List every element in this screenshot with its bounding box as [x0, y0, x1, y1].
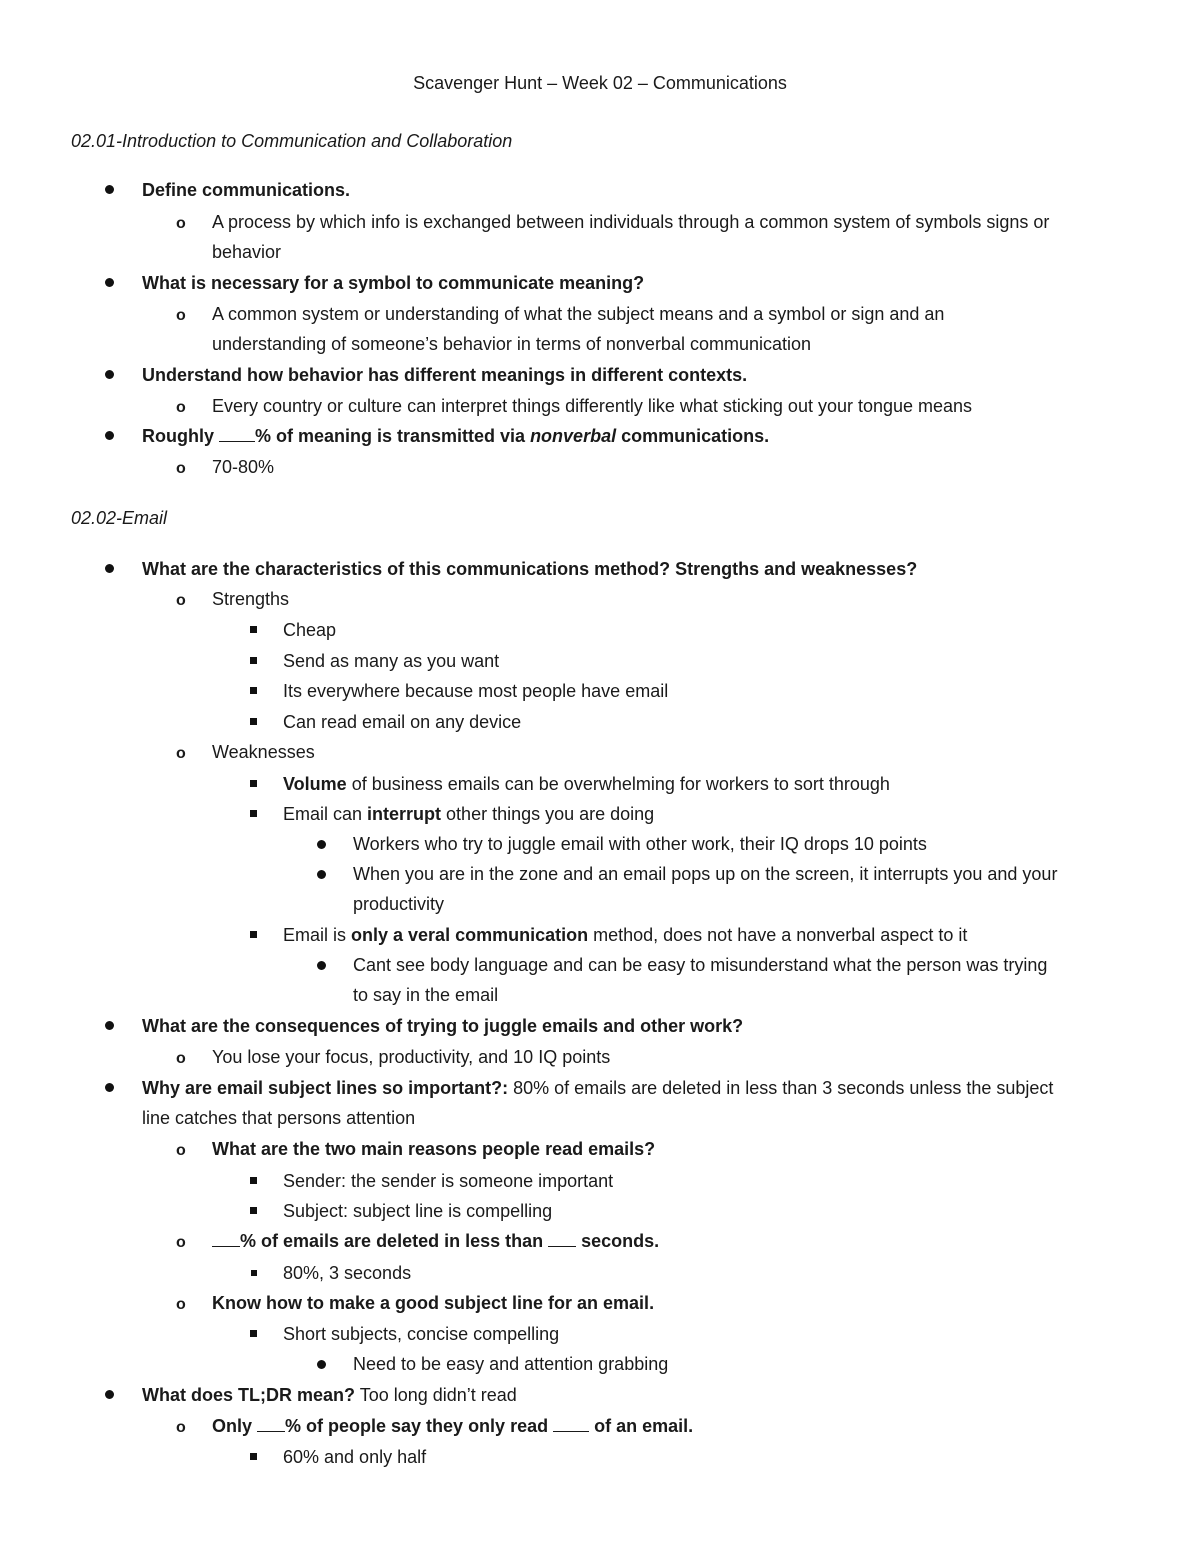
list-item: Short subjects, concise compelling [283, 1324, 560, 1344]
answer-line: understanding of someone’s behavior in terms of nonverbal communication [212, 334, 812, 354]
circle-bullet-icon: o [176, 745, 186, 762]
bullet-icon [105, 1083, 114, 1092]
bullet-icon [105, 1021, 114, 1030]
bullet-icon [105, 185, 114, 194]
bullet-icon [105, 278, 114, 287]
emphasis-text: Volume [283, 774, 347, 794]
question-subject-line-tips: Know how to make a good subject line for an email. [212, 1293, 655, 1313]
bullet-icon [105, 370, 114, 379]
answer-text: Too long didn’t read [355, 1385, 517, 1405]
square-bullet-icon [250, 657, 257, 664]
question-subject-lines [142, 1073, 1053, 1103]
question-reasons: What are the two main reasons people read emails? [212, 1139, 656, 1159]
question-deleted-percent [212, 1226, 659, 1256]
page-title: Scavenger Hunt – Week 02 – Communications [413, 73, 787, 93]
section-heading-email: 02.02-Email [71, 508, 168, 528]
list-item: Cant see body language and can be easy to misunderstand what the person was trying [353, 955, 1048, 975]
question-text: % of emails are deleted in less than [240, 1231, 549, 1251]
bullet-icon [105, 1390, 114, 1399]
bullet-icon [105, 431, 114, 440]
bullet-icon [317, 840, 326, 849]
circle-bullet-icon: o [176, 1419, 186, 1436]
weaknesses-label: Weaknesses [212, 742, 315, 762]
circle-bullet-icon: o [176, 1234, 186, 1251]
list-item: When you are in the zone and an email pops up on the screen, it interrupts you and your [353, 864, 1058, 884]
circle-bullet-icon: o [176, 399, 186, 416]
list-item [283, 920, 967, 950]
question-nonverbal-percent [142, 421, 769, 451]
question-text: communications. [616, 426, 770, 446]
square-bullet-icon [250, 931, 257, 938]
question-text: seconds. [576, 1231, 660, 1251]
circle-bullet-icon: o [176, 1050, 186, 1067]
question-text: of an email. [589, 1416, 694, 1436]
fill-in-blank [212, 1232, 240, 1247]
question-text: Roughly [142, 426, 219, 446]
square-bullet-icon [250, 1177, 257, 1184]
circle-bullet-icon: o [176, 307, 186, 324]
square-bullet-icon [250, 810, 257, 817]
list-item-continued: to say in the email [353, 985, 499, 1005]
answer-text: 80% of emails are deleted in less than 3 seconds unless the subject [508, 1078, 1054, 1098]
square-bullet-icon [250, 687, 257, 694]
answer-line: A process by which info is exchanged between individuals through a common system of symbols signs or [212, 212, 1050, 232]
list-item: Workers who try to juggle email with other work, their IQ drops 10 points [353, 834, 927, 854]
answer-line: Every country or culture can interpret things differently like what sticking out your tongue means [212, 396, 973, 416]
question-text: % of meaning is transmitted via [255, 426, 531, 446]
question-characteristics: What are the characteristics of this communications method? Strengths and weaknesses? [142, 559, 918, 579]
circle-bullet-icon: o [176, 460, 186, 477]
circle-bullet-icon: o [176, 1142, 186, 1159]
answer-line: A common system or understanding of what the subject means and a symbol or sign and an [212, 304, 945, 324]
question-text: Only [212, 1416, 258, 1436]
question-read-percent [212, 1411, 693, 1441]
question-consequences: What are the consequences of trying to juggle emails and other work? [142, 1016, 744, 1036]
item-text: Email is [283, 925, 352, 945]
square-bullet-icon [250, 718, 257, 725]
item-text: method, does not have a nonverbal aspect to it [588, 925, 968, 945]
question-emphasis: nonverbal [530, 426, 617, 446]
question-behavior-contexts: Understand how behavior has different meanings in different contexts. [142, 365, 748, 385]
list-item: 60% and only half [283, 1447, 427, 1467]
item-text: Email can [283, 804, 368, 824]
list-item-continued: productivity [353, 894, 445, 914]
strengths-label: Strengths [212, 589, 290, 609]
emphasis-text: interrupt [367, 804, 442, 824]
fill-in-blank [257, 1417, 285, 1432]
question-text: Why are email subject lines so important?: [142, 1078, 509, 1098]
list-item [283, 799, 654, 829]
section-heading-intro: 02.01-Introduction to Communication and Collaboration [71, 131, 513, 151]
list-item [283, 769, 890, 799]
fill-in-blank [219, 427, 255, 442]
answer-line: line catches that persons attention [142, 1108, 416, 1128]
list-item: Send as many as you want [283, 651, 500, 671]
square-bullet-icon [250, 780, 257, 787]
fill-in-blank [548, 1232, 576, 1247]
circle-bullet-icon: o [176, 215, 186, 232]
list-item: 80%, 3 seconds [283, 1263, 412, 1283]
fill-in-blank [553, 1417, 589, 1432]
question-symbol-meaning: What is necessary for a symbol to communicate meaning? [142, 273, 645, 293]
answer-line: behavior [212, 242, 282, 262]
square-bullet-icon [250, 1330, 257, 1337]
list-item: Cheap [283, 620, 337, 640]
list-item: Sender: the sender is someone important [283, 1171, 614, 1191]
square-bullet-icon [250, 1453, 257, 1460]
emphasis-text: only a veral communication [351, 925, 589, 945]
question-text: What does TL;DR mean? [142, 1385, 356, 1405]
answer-line: 70-80% [212, 457, 275, 477]
item-text: other things you are doing [441, 804, 655, 824]
bullet-icon [317, 961, 326, 970]
answer-line: You lose your focus, productivity, and 10 IQ points [212, 1047, 611, 1067]
bullet-icon [317, 1360, 326, 1369]
question-define-communications: Define communications. [142, 180, 351, 200]
question-text: % of people say they only read [285, 1416, 554, 1436]
bullet-icon [317, 870, 326, 879]
square-bullet-icon [250, 626, 257, 633]
circle-bullet-icon: o [176, 592, 186, 609]
list-item: Need to be easy and attention grabbing [353, 1354, 669, 1374]
question-tldr [142, 1380, 517, 1410]
list-item: Subject: subject line is compelling [283, 1201, 553, 1221]
list-item: Its everywhere because most people have email [283, 681, 669, 701]
item-text: of business emails can be overwhelming for workers to sort through [346, 774, 890, 794]
square-bullet-icon [251, 1270, 257, 1276]
circle-bullet-icon: o [176, 1296, 186, 1313]
bullet-icon [105, 564, 114, 573]
list-item: Can read email on any device [283, 712, 522, 732]
square-bullet-icon [250, 1207, 257, 1214]
